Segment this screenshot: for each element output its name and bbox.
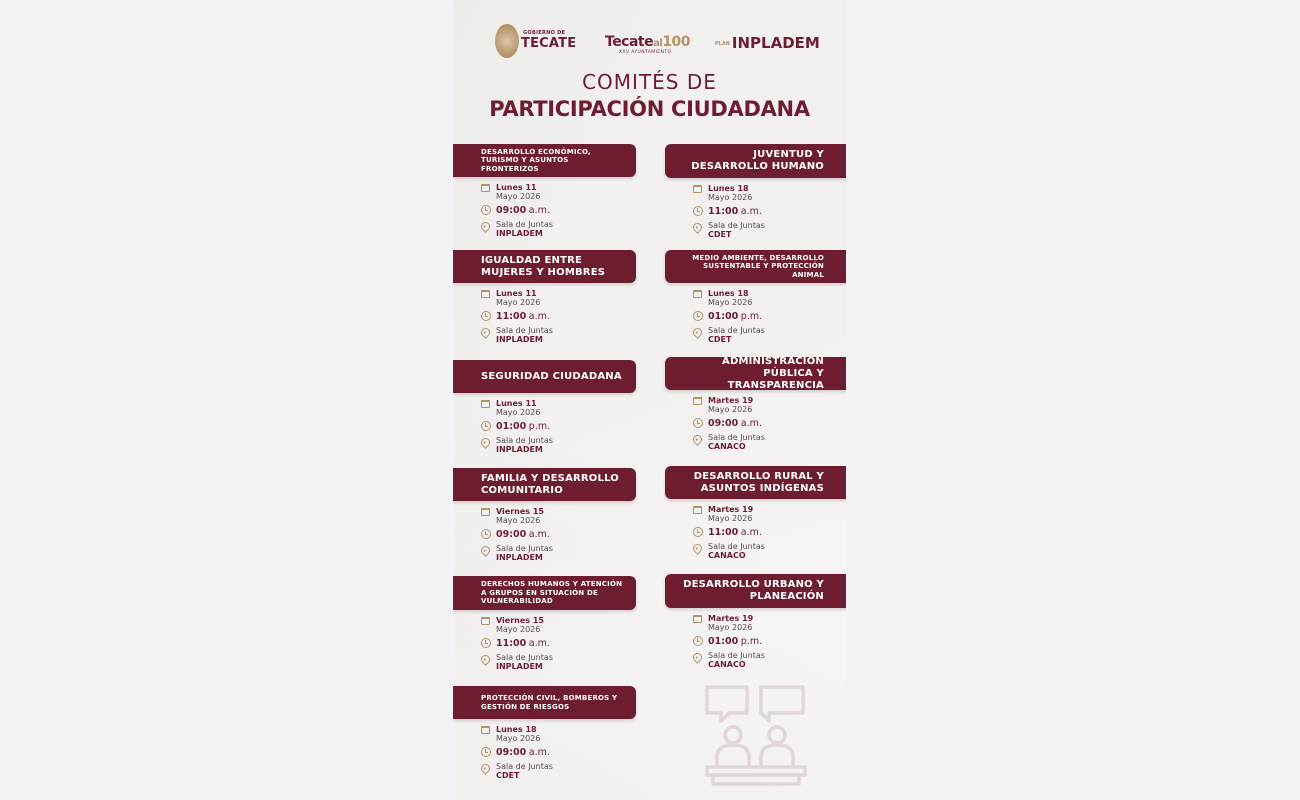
- tecate-al-100-logo: Tecateal100: [605, 34, 691, 50]
- committee-card: [453, 468, 636, 567]
- committee-name-banner: DERECHOS HUMANOS Y ATENCIÓN A GRUPOS EN SITUACIÓN DE VULNERABILIDAD: [453, 576, 636, 610]
- date-row: Lunes 11 Mayo 2026: [481, 183, 636, 201]
- committee-card: [665, 357, 846, 456]
- calendar-icon: [481, 184, 490, 192]
- committee-details: [453, 616, 636, 671]
- inpladem-logo: PLAN INPLADEM: [715, 34, 820, 52]
- committee-card: [453, 576, 636, 676]
- location-pin-icon: [479, 326, 492, 339]
- time-row: 09:00 a.m.: [481, 530, 636, 539]
- committee-details: [453, 183, 636, 238]
- venue-row: Sala de Juntas INPLADEM: [481, 653, 636, 671]
- location-pin-icon: [479, 653, 492, 666]
- committee-name-banner: IGUALDAD ENTRE MUJERES Y HOMBRES: [453, 250, 636, 283]
- committee-card: [453, 686, 636, 785]
- location-pin-icon: [691, 433, 704, 446]
- poster: [453, 0, 846, 800]
- committee-details: [665, 614, 846, 669]
- venue-row: Sala de Juntas INPLADEM: [481, 220, 636, 238]
- committee-card: [453, 250, 636, 349]
- committee-name-banner: MEDIO AMBIENTE, DESARROLLO SUSTENTABLE Y PROTECCIÓN ANIMAL: [665, 250, 846, 283]
- committee-details: [453, 507, 636, 562]
- committee-name-banner: JUVENTUD Y DESARROLLO HUMANO: [665, 144, 846, 178]
- date-row: Lunes 11 Mayo 2026: [481, 289, 636, 307]
- clock-icon: [481, 747, 491, 757]
- venue-row: Sala de Juntas CDET: [693, 326, 846, 344]
- location-pin-icon: [691, 221, 704, 234]
- venue-row: Sala de Juntas INPLADEM: [481, 544, 636, 562]
- time-row: 09:00 a.m.: [481, 206, 636, 215]
- date-row: Viernes 15 Mayo 2026: [481, 616, 636, 634]
- clock-icon: [481, 311, 491, 321]
- location-pin-icon: [479, 544, 492, 557]
- calendar-icon: [481, 508, 490, 516]
- date-row: Martes 19 Mayo 2026: [693, 614, 846, 632]
- time-row: 11:00 a.m.: [693, 528, 846, 537]
- committee-details: [665, 396, 846, 451]
- venue-row: Sala de Juntas INPLADEM: [481, 326, 636, 344]
- calendar-icon: [481, 400, 490, 408]
- date-row: Martes 19 Mayo 2026: [693, 505, 846, 523]
- location-pin-icon: [479, 762, 492, 775]
- gobierno-logo-small-text: GOBIERNO DE: [523, 30, 566, 36]
- clock-icon: [481, 205, 491, 215]
- time-row: 09:00 a.m.: [481, 748, 636, 757]
- committee-name-banner: DESARROLLO ECONÓMICO, TURISMO Y ASUNTOS FRONTERIZOS: [453, 144, 636, 177]
- date-row: Viernes 15 Mayo 2026: [481, 507, 636, 525]
- date-row: Lunes 18 Mayo 2026: [481, 725, 636, 743]
- committee-name-banner: FAMILIA Y DESARROLLO COMUNITARIO: [453, 468, 636, 501]
- committee-card: [453, 144, 636, 243]
- meeting-illustration-icon: [703, 683, 809, 787]
- time-row: 01:00 p.m.: [481, 422, 636, 431]
- location-pin-icon: [479, 436, 492, 449]
- venue-row: Sala de Juntas CDET: [693, 221, 846, 239]
- time-row: 01:00 p.m.: [693, 312, 846, 321]
- clock-icon: [693, 418, 703, 428]
- location-pin-icon: [691, 651, 704, 664]
- committee-details: [453, 399, 636, 454]
- venue-row: Sala de Juntas CANACO: [693, 651, 846, 669]
- clock-icon: [693, 527, 703, 537]
- location-pin-icon: [691, 542, 704, 555]
- committee-details: [665, 289, 846, 344]
- calendar-icon: [693, 290, 702, 298]
- committee-card: [665, 144, 846, 244]
- date-row: Lunes 11 Mayo 2026: [481, 399, 636, 417]
- time-row: 09:00 a.m.: [693, 419, 846, 428]
- committee-card: [665, 574, 846, 674]
- venue-row: Sala de Juntas CDET: [481, 762, 636, 780]
- title-line-2: PARTICIPACIÓN CIUDADANA: [489, 97, 810, 121]
- committee-card: [665, 466, 846, 565]
- gobierno-logo-text: TECATE: [521, 36, 577, 51]
- date-row: Lunes 18 Mayo 2026: [693, 289, 846, 307]
- clock-icon: [481, 529, 491, 539]
- venue-row: Sala de Juntas CANACO: [693, 433, 846, 451]
- committee-name-banner: ADMINISTRACIÓN PÚBLICA Y TRANSPARENCIA: [665, 357, 846, 390]
- committee-name-banner: DESARROLLO RURAL Y ASUNTOS INDÍGENAS: [665, 466, 846, 499]
- time-row: 11:00 a.m.: [481, 639, 636, 648]
- committee-card: [453, 360, 636, 459]
- clock-icon: [693, 206, 703, 216]
- calendar-icon: [693, 185, 702, 193]
- calendar-icon: [693, 615, 702, 623]
- committee-card: [665, 250, 846, 349]
- venue-row: Sala de Juntas INPLADEM: [481, 436, 636, 454]
- calendar-icon: [693, 397, 702, 405]
- committee-details: [665, 505, 846, 560]
- calendar-icon: [481, 290, 490, 298]
- date-row: Martes 19 Mayo 2026: [693, 396, 846, 414]
- venue-row: Sala de Juntas CANACO: [693, 542, 846, 560]
- calendar-icon: [481, 617, 490, 625]
- clock-icon: [481, 638, 491, 648]
- logo-row: [453, 20, 846, 62]
- committee-name-banner: PROTECCIÓN CIVIL, BOMBEROS Y GESTIÓN DE RIESGOS: [453, 686, 636, 719]
- committee-details: [665, 184, 846, 239]
- date-row: Lunes 18 Mayo 2026: [693, 184, 846, 202]
- location-pin-icon: [479, 220, 492, 233]
- title-line-1: COMITÉS DE: [582, 70, 717, 94]
- clock-icon: [481, 421, 491, 431]
- tecate-seal-logo: [495, 24, 519, 58]
- clock-icon: [693, 636, 703, 646]
- committee-name-banner: DESARROLLO URBANO Y PLANEACIÓN: [665, 574, 846, 608]
- calendar-icon: [693, 506, 702, 514]
- time-row: 01:00 p.m.: [693, 637, 846, 646]
- time-row: 11:00 a.m.: [693, 207, 846, 216]
- committee-name-banner: SEGURIDAD CIUDADANA: [453, 360, 636, 393]
- calendar-icon: [481, 726, 490, 734]
- ayuntamiento-logo-text: XXV AYUNTAMIENTO: [619, 50, 672, 55]
- committee-details: [453, 289, 636, 344]
- time-row: 11:00 a.m.: [481, 312, 636, 321]
- committee-details: [453, 725, 636, 780]
- clock-icon: [693, 311, 703, 321]
- location-pin-icon: [691, 326, 704, 339]
